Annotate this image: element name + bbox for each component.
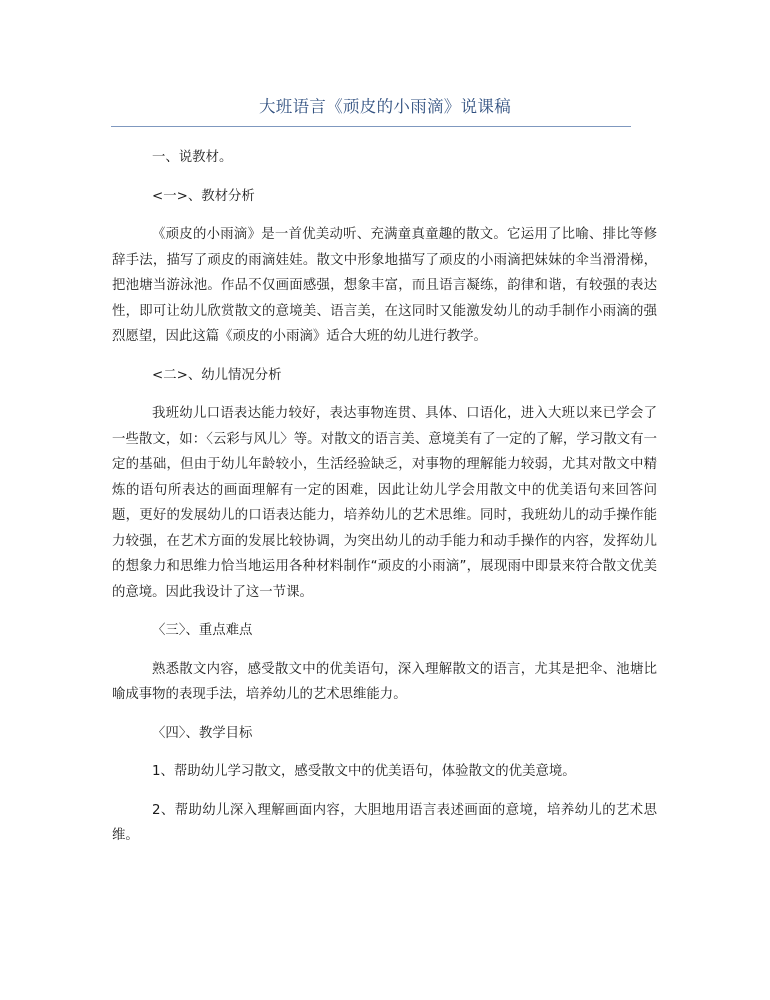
title-underline	[111, 126, 631, 127]
goal-item-1: 1、帮助幼儿学习散文，感受散文中的优美语句，体验散文的优美意境。	[152, 764, 576, 779]
document-title: 大班语言《顽皮的小雨滴》说课稿	[259, 97, 511, 116]
subsection-heading-teaching-goals: 〈四〉、教学目标	[152, 725, 253, 741]
subsection-heading-children-analysis: <二>、幼儿情况分析	[152, 367, 282, 383]
section-heading-1: 一、说教材。	[152, 150, 233, 165]
paragraph-key-points: 熟悉散文内容，感受散文中的优美语句，深入理解散文的语言，尤其是把伞、池塘比喻成事物的表现手法，培养幼儿的艺术思维能力。	[112, 661, 657, 702]
paragraph-material-analysis: 《顽皮的小雨滴》是一首优美动听、充满童真童趣的散文。它运用了比喻、排比等修辞手法，描写了顽皮的雨滴娃娃。散文中形象地描写了顽皮的小雨滴把妹妹的伞当滑滑梯，把池塘当游泳池。作品不仅画面感强，想象丰富，而且语言凝练，韵律和谐，有较强的表达性，即可让幼儿欣赏散文的意境美、语言美，在这同时又能激发幼儿的动手制作小雨滴的强烈愿望，因此这篇《顽皮的小雨滴》适合大班的幼儿进行教学。	[112, 227, 657, 344]
paragraph-children-analysis: 我班幼儿口语表达能力较好，表达事物连贯、具体、口语化，进入大班以来已学会了一些散文，如：〈云彩与风儿〉等。对散文的语言美、意境美有了一定的了解，学习散文有一定的基础，但由于幼儿年龄较小，生活经验缺乏，对事物的理解能力较弱，尤其对散文中精炼的语句所表达的画面理解有一定的困难，因此让幼儿学会用散文中的优美语句来回答问题，更好的发展幼儿的口语表达能力，培养幼儿的艺术思维。同时，我班幼儿的动手操作能力较强，在艺术方面的发展比较协调，为突出幼儿的动手能力和动手操作的内容，发挥幼儿的想象力和思维力恰当地运用各种材料制作“顽皮的小雨滴”，展现雨中即景来符合散文优美的意境。因此我设计了这一节课。	[112, 406, 657, 600]
goal-item-2: 2、帮助幼儿深入理解画面内容，大胆地用语言表述画面的意境，培养幼儿的艺术思维。	[112, 802, 657, 843]
subsection-heading-key-points: 〈三〉、重点难点	[152, 623, 253, 638]
document-body	[112, 145, 657, 862]
subsection-heading-material-analysis: <一>、教材分析	[152, 188, 255, 204]
